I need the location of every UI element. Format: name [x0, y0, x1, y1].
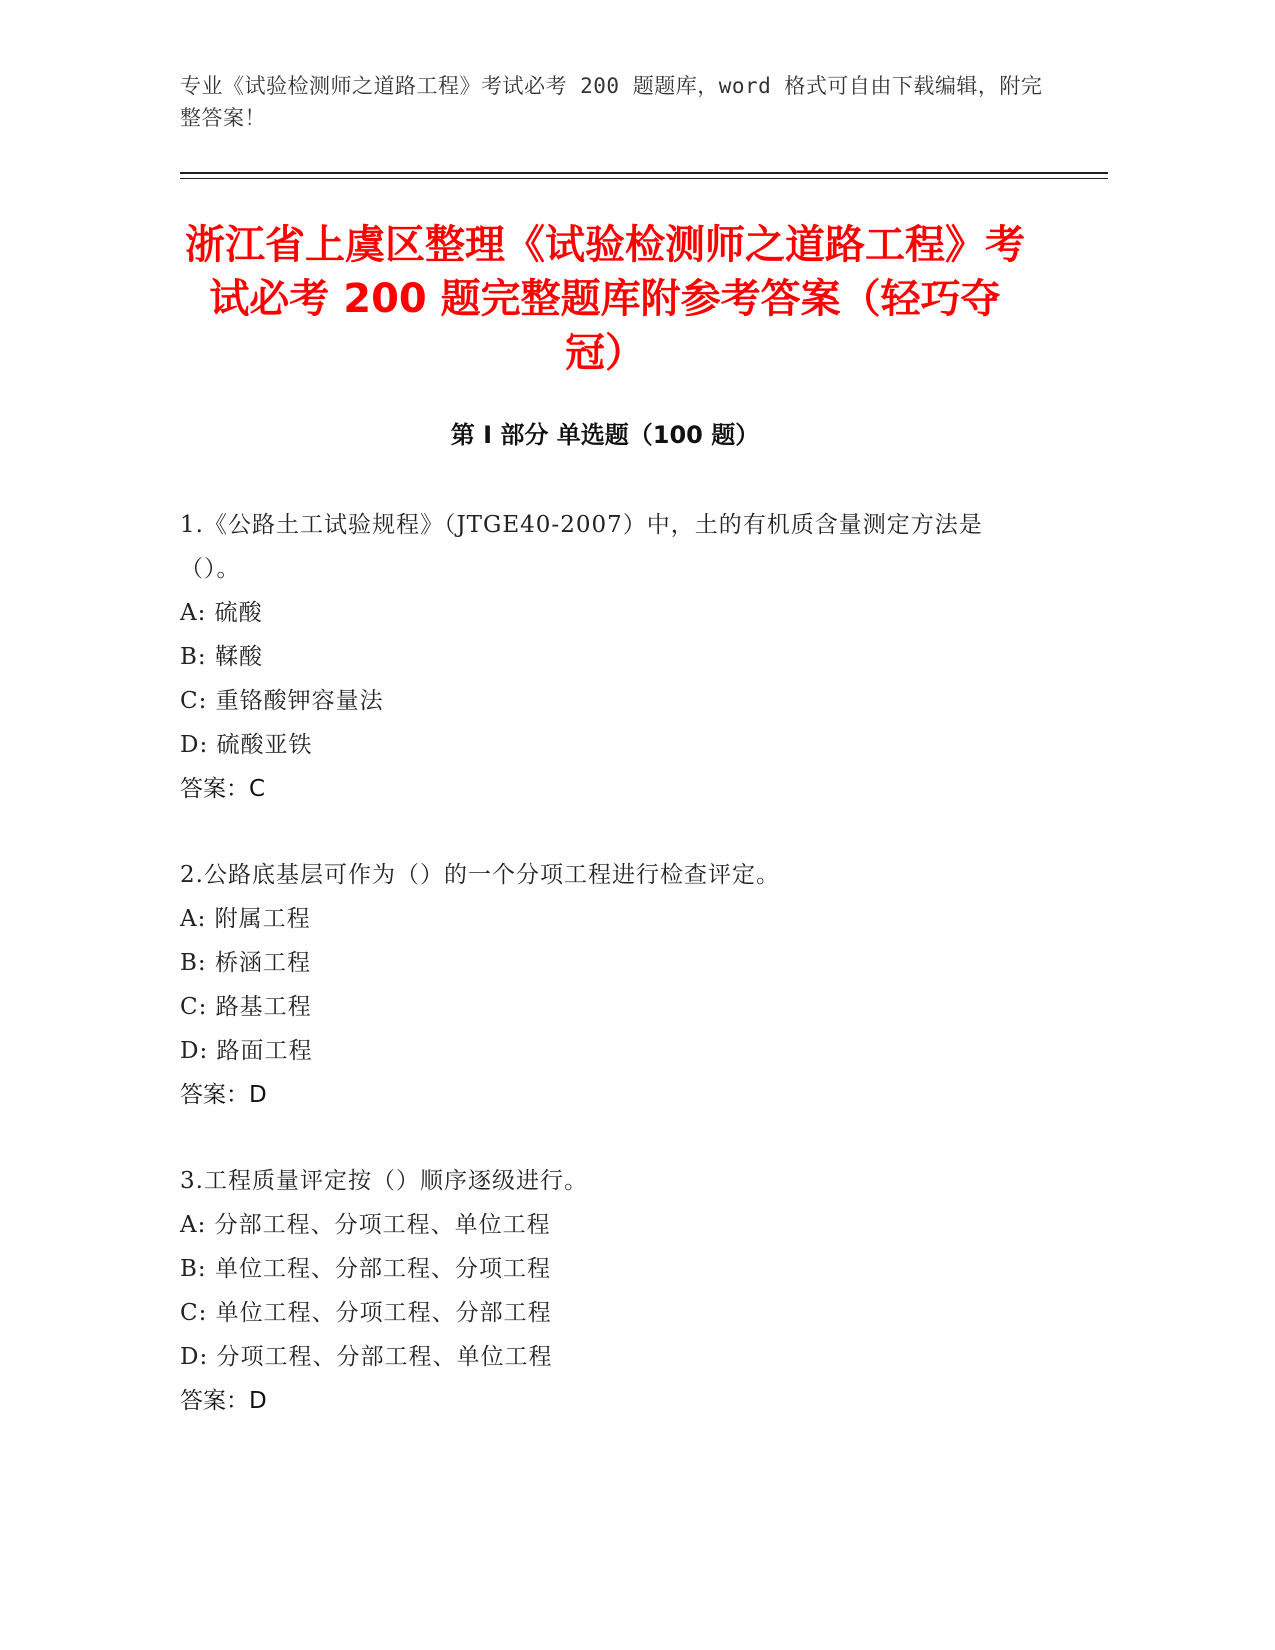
- question-3: [180, 1159, 1030, 1423]
- question-stem: 1.《公路土工试验规程》（JTGE40-2007）中，土的有机质含量测定方法是（）。: [180, 512, 983, 582]
- option-d: D: 硫酸亚铁: [180, 732, 313, 758]
- section-heading: 第 I 部分 单选题（100 题）: [450, 421, 760, 449]
- header-note: 专业《试验检测师之道路工程》考试必考 200 题题库，word 格式可自由下载编辑，附完整答案！: [180, 74, 1043, 130]
- answer-line: 答案：D: [180, 1082, 267, 1108]
- option-c: C: 重铬酸钾容量法: [180, 688, 384, 714]
- question-stem: 2.公路底基层可作为（）的一个分项工程进行检查评定。: [180, 862, 780, 888]
- header-divider-thick: [180, 172, 1108, 174]
- option-b: B: 桥涵工程: [180, 950, 311, 976]
- option-a: A: 分部工程、分项工程、单位工程: [180, 1212, 551, 1238]
- option-d: D: 分项工程、分部工程、单位工程: [180, 1344, 553, 1370]
- option-b: B: 鞣酸: [180, 644, 263, 670]
- question-stem: 3.工程质量评定按（）顺序逐级进行。: [180, 1168, 588, 1194]
- answer-line: 答案：C: [180, 776, 266, 802]
- option-d: D: 路面工程: [180, 1038, 313, 1064]
- question-2: [180, 853, 1030, 1117]
- option-b: B: 单位工程、分部工程、分项工程: [180, 1256, 551, 1282]
- document-title: 浙江省上虞区整理《试验检测师之道路工程》考试必考 200 题完整题库附参考答案（轻巧夺冠）: [185, 222, 1025, 376]
- option-a: A: 附属工程: [180, 906, 311, 932]
- question-list: [180, 503, 1030, 1465]
- question-1: [180, 503, 1030, 811]
- option-a: A: 硫酸: [180, 600, 263, 626]
- answer-line: 答案：D: [180, 1388, 267, 1414]
- option-c: C: 路基工程: [180, 994, 312, 1020]
- header-divider-thin: [180, 178, 1108, 179]
- option-c: C: 单位工程、分项工程、分部工程: [180, 1300, 552, 1326]
